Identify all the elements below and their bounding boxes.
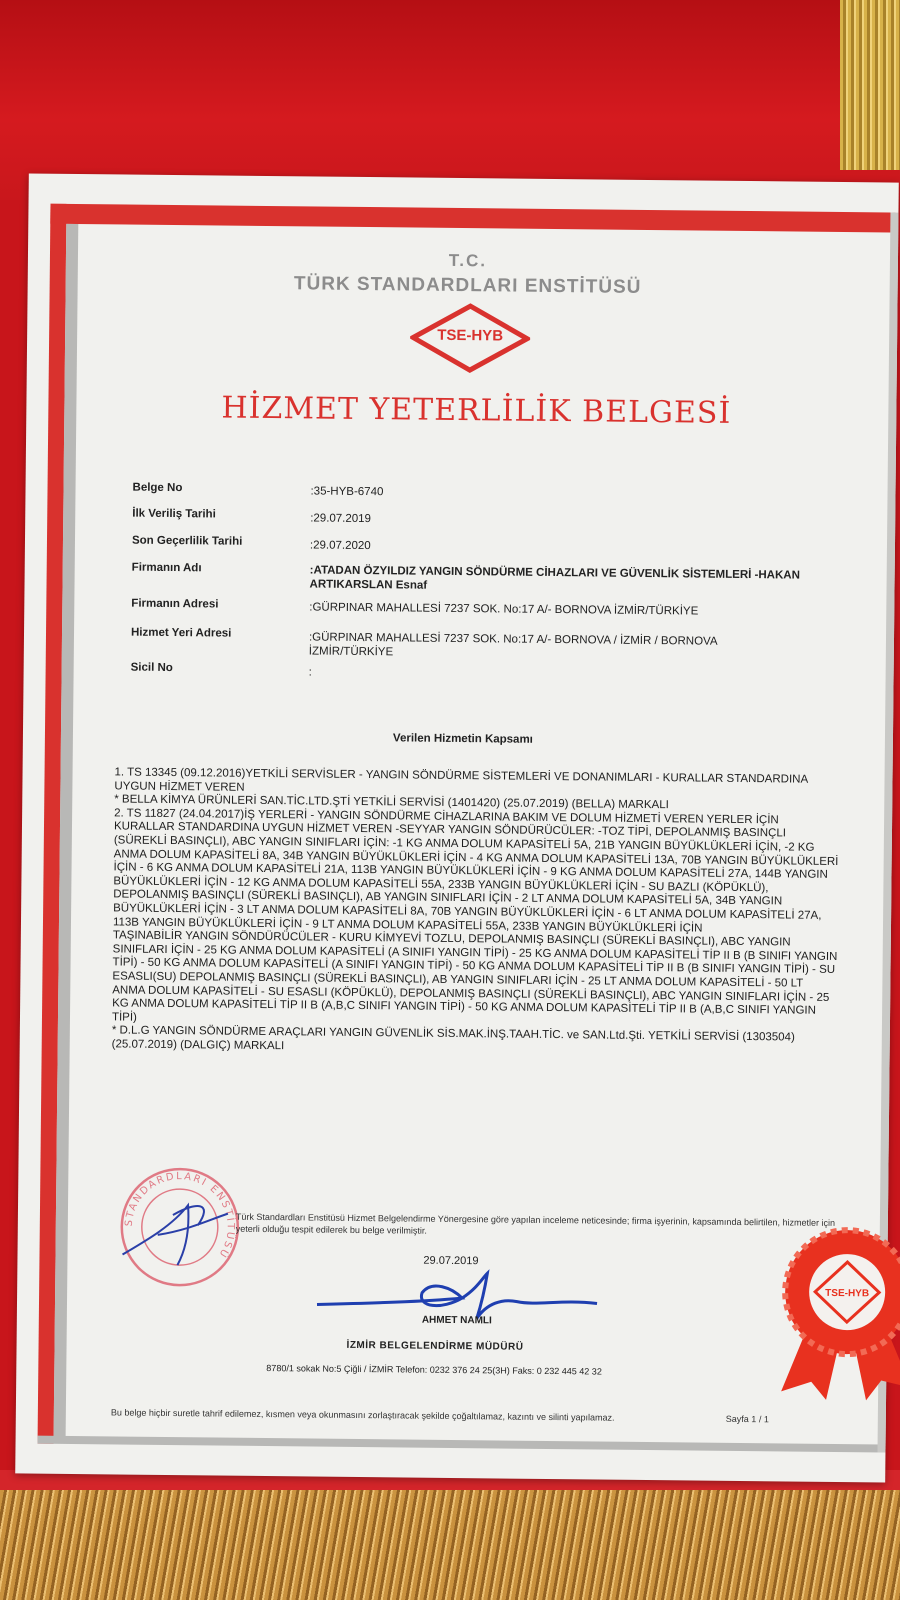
scope-paragraph: * BELLA KİMYA ÜRÜNLERİ SAN.TİC.LTD.ŞTİ YETKİLİ SERVİSİ (1401420) (25.07.2019) (BELLA) MARKALI bbox=[114, 793, 669, 812]
certificate-content bbox=[76, 229, 879, 1437]
ilk-verilis-value: :29.07.2019 bbox=[310, 512, 372, 526]
issue-date: 29.07.2019 bbox=[423, 1254, 479, 1268]
ilk-verilis-label: İlk Veriliş Tarihi bbox=[132, 507, 216, 521]
hizmet-yeri-label: Hizmet Yeri Adresi bbox=[130, 626, 232, 640]
tse-hyb-logo bbox=[410, 302, 531, 373]
institute-name: TÜRK STANDARDLARI ENSTİTÜSÜ bbox=[293, 273, 642, 298]
frame-bottom bbox=[38, 1436, 883, 1453]
red-cloth-background bbox=[0, 0, 900, 200]
certificate-title: HİZMET YETERLİLİK BELGESİ bbox=[221, 390, 732, 431]
firma-adi-label: Firmanın Adı bbox=[131, 561, 202, 575]
certificate-paper bbox=[15, 173, 899, 1482]
belge-no-label: Belge No bbox=[132, 481, 183, 495]
son-gecerlilik-label: Son Geçerlilik Tarihi bbox=[131, 534, 243, 548]
son-gecerlilik-value: :29.07.2020 bbox=[309, 539, 371, 553]
firma-adresi-label: Firmanın Adresi bbox=[131, 597, 219, 611]
sicil-no-label: Sicil No bbox=[130, 661, 173, 675]
signer-name: AHMET NAMLI bbox=[421, 1314, 492, 1327]
gold-fringe-bottom bbox=[0, 1490, 900, 1600]
scope-paragraph: * D.L.G YANGIN SÖNDÜRME ARAÇLARI YANGIN GÜVENLİK SİS.MAK.İNŞ.TAAH.TİC. ve SAN.Ltd.Şti. YETKİLİ SERVİSİ (1303504) (25.07.2019) (DALGIÇ) MARKALI bbox=[111, 1024, 795, 1053]
scope-paragraph: 1. TS 13345 (09.12.2016)YETKİLİ SERVİSLER - YANGIN SÖNDÜRME SİSTEMLERİ VE DONANIMLARI - KURALLAR STANDARDINA UYGUN HİZMET VEREN bbox=[114, 766, 808, 794]
firma-adi-value: :ATADAN ÖZYILDIZ YANGIN SÖNDÜRME CİHAZLARI VE GÜVENLİK SİSTEMLERİ -HAKAN ARTIKARSLAN Esnaf bbox=[309, 564, 800, 592]
office-address: 8780/1 sokak No:5 Çiğli / İZMİR Telefon: 0232 376 24 25(3H) Faks: 0 232 445 42 32 bbox=[266, 1363, 602, 1377]
gold-fringe-right bbox=[840, 0, 900, 170]
tc-heading: T.C. bbox=[448, 250, 488, 271]
scope-heading: Verilen Hizmetin Kapsamı bbox=[392, 732, 533, 746]
scope-text bbox=[112, 766, 840, 1059]
sicil-no-value: : bbox=[308, 666, 312, 679]
issuing-office: İZMİR BELGELENDİRME MÜDÜRÜ bbox=[346, 1339, 524, 1353]
scope-paragraph: 2. TS 11827 (24.04.2017)İŞ YERLERİ - YANGIN SÖNDÜRME CİHAZLARINA BAKIM VE DOLUM HİZMETİ VEREN YERLER İÇİN KURALLAR STANDARDINA UYGUN HİZMET VEREN -SEYYAR YANGIN SÖNDÜRÜCÜLER: -TOZ TİPİ, DEPOLANMIŞ BASINÇLI (SÜREKLİ BASINÇLI), ABC YANGIN SINIFLARI İÇİN: -1 KG ANMA DOLUM KAPASİTELİ 5A, 21B YANGIN BÜYÜKLÜKLERİ İÇİN, -2 KG ANMA DOLUM KAPASİTELİ 8A, 34B YANGIN BÜYÜKLÜKLERİ İÇİN - 4 KG ANMA DOLUM KAPASİTELİ 13A, 70B YANGIN BÜYÜKLÜKLERİ İÇİN - 6 KG ANMA DOLUM KAPASİTELİ 21A, 113B YANGIN BÜYÜKLÜKLERİ İÇİN - 9 KG ANMA DOLUM KAPASİTELİ 27A, 144B YANGIN BÜYÜKLÜKLERİ İÇİN - 12 KG ANMA DOLUM KAPASİTELİ 55A, 233B YANGIN BÜYÜKLÜKLERİ İÇİN - SU BAZLI (KÖPÜKLÜ), DEPOLANMIŞ BASINÇLI (SÜREKLİ BASINÇLI), AB YANGIN SINIFLARI İÇİN - 2 LT ANMA DOLUM KAPASİTELİ 5A, 34B YANGIN BÜYÜKLÜKLERİ İÇİN - 3 LT ANMA DOLUM KAPASİTELİ 8A, 70B YANGIN BÜYÜKLÜKLERİ İÇİN - 6 LT ANMA DOLUM KAPASİTELİ 27A, 113B YANGIN BÜYÜKLÜKLERİ İÇİN - 9 LT ANMA DOLUM KAPASİTELİ 55A, 233B YANGIN BÜYÜKLÜKLERİ İÇİN bbox=[112, 807, 839, 935]
rosette-text: TSE-HYB bbox=[825, 1287, 870, 1300]
frame-top-red bbox=[50, 204, 895, 233]
scope-paragraph: TAŞINABİLİR YANGIN SÖNDÜRÜCÜLER - KURU KİMYEVİ TOZLU, DEPOLANMIŞ BASINÇLI (SÜREKLİ BASINÇLI), ABC YANGIN SINIFLARI İÇİN - 25 KG ANMA DOLUM KAPASİTELİ (A SINIFI YANGIN TİPİ) - 25 KG ANMA DOLUM KAPASİTELİ TİP II B (B SINIFI YANGIN TİPİ) - 50 KG ANMA DOLUM KAPASİTELİ (A SINIFI YANGIN TİPİ) - 50 KG ANMA DOLUM KAPASİTELİ TİP II B (B SINIFI YANGIN TİPİ) - SU ESASLI(SU) DEPOLANMIŞ BASINÇLI (SÜREKLİ BASINÇLI), AB YANGIN SINIFLARI İÇİN - 25 LT ANMA DOLUM KAPASİTELİ - 50 LT ANMA DOLUM KAPASİTELİ - SU ESASLI (KÖPÜKLÜ), DEPOLANMIŞ BASINÇLI (SÜREKLİ BASINÇLI), ABC YANGIN SINIFLARI İÇİN - 25 KG ANMA DOLUM KAPASİTELİ TİP II B (A,B,C SINIFI YANGIN TİPİ) - 50 KG ANMA DOLUM KAPASİTELİ TİP II B (A,B,C SINIFI YANGIN TİPİ) bbox=[111, 929, 838, 1024]
seal-text: STANDARDLARI ENSTİTÜSÜ bbox=[123, 1171, 236, 1261]
initials-signature-icon bbox=[117, 1184, 238, 1275]
inspection-note: Türk Standardları Enstitüsü Hizmet Belgelendirme Yönergesine göre yapılan inceleme neticesinde; firma işyerinin, kapsamında belirtilen, hizmetler için yeterli olduğu tespit edilerek bu belge verilmiştir. bbox=[235, 1211, 836, 1236]
tse-hyb-rosette-icon bbox=[766, 1221, 900, 1403]
logo-text: TSE-HYB bbox=[437, 326, 504, 345]
belge-no-value: :35-HYB-6740 bbox=[310, 485, 384, 499]
hizmet-yeri-value: :GÜRPINAR MAHALLESİ 7237 SOK. No:17 A/- BORNOVA / İZMİR / BORNOVA İZMİR/TÜRKİYE bbox=[308, 631, 717, 659]
firma-adresi-value: :GÜRPINAR MAHALLESİ 7237 SOK. No:17 A/- BORNOVA İZMİR/TÜRKİYE bbox=[309, 601, 699, 618]
footer-warning: Bu belge hiçbir suretle tahrif edilemez, kısmen veya okunmasını zorlaştıracak şekilde çoğaltılamaz, kazıntı ve silinti yapılamaz. bbox=[110, 1407, 615, 1423]
page-number: Sayfa 1 / 1 bbox=[725, 1413, 769, 1425]
